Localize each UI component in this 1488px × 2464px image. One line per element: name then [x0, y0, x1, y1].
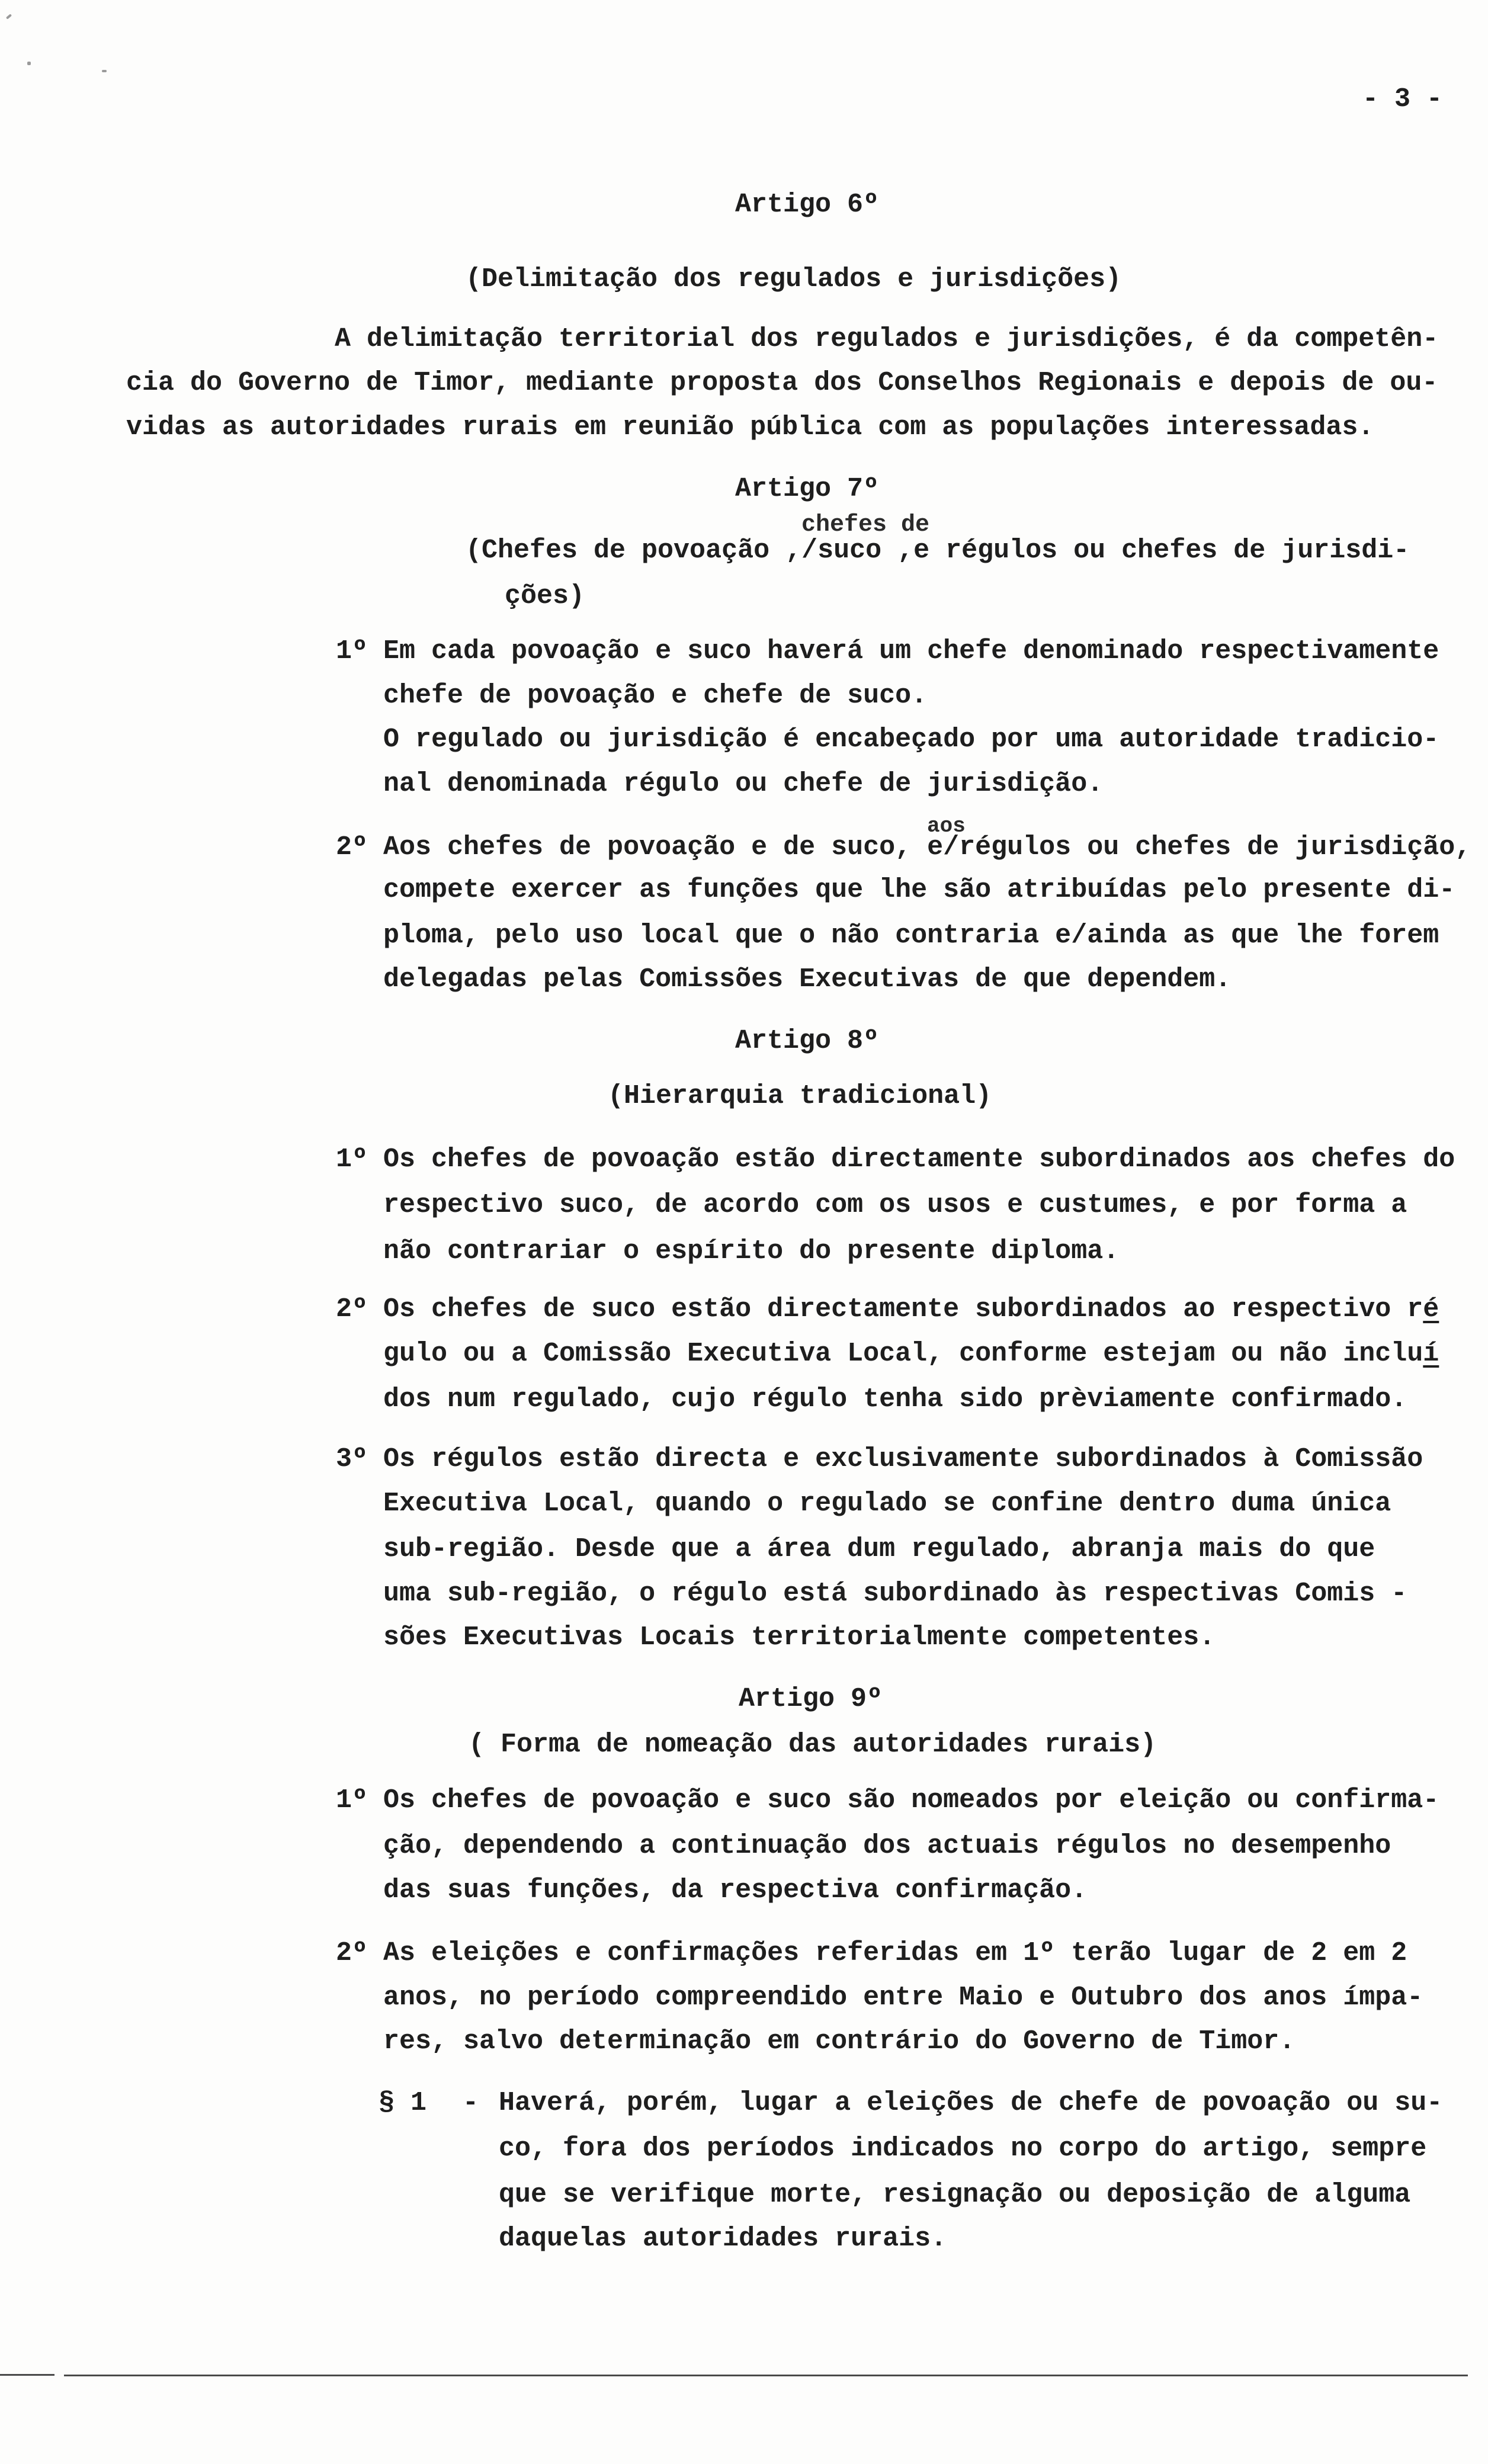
line-end-underline: í	[1423, 1339, 1439, 1369]
article-heading: Artigo 6º	[735, 190, 880, 220]
item-number: 1º	[336, 1144, 368, 1175]
section-line: que se verifique morte, resignação ou deposição de alguma	[499, 2180, 1411, 2210]
item-line: respectivo suco, de acordo com os usos e custumes, e por forma a	[383, 1190, 1407, 1220]
item-line: compete exercer as funções que lhe são atribuídas pelo presente di-	[383, 875, 1455, 905]
page-bottom-rule	[64, 2375, 1468, 2376]
item-line: anos, no período compreendido entre Maio e Outubro dos anos ímpa-	[383, 1982, 1423, 2013]
item-line: ção, dependendo a continuação dos actuais régulos no desempenho	[383, 1831, 1391, 1861]
scan-speck	[27, 62, 31, 65]
page-number: - 3 -	[1362, 84, 1443, 114]
item-line: Aos chefes de povoação e de suco, e/régulos ou chefes de jurisdição,	[383, 832, 1471, 862]
item-line: uma sub-região, o régulo está subordinado às respectivas Comis -	[383, 1578, 1407, 1609]
item-line: Os chefes de suco estão directamente subordinados ao respectivo ré	[383, 1294, 1439, 1324]
item-number: 2º	[336, 1294, 368, 1324]
item-number: 1º	[336, 636, 368, 666]
item-line: As eleições e confirmações referidas em 1º terão lugar de 2 em 2	[383, 1938, 1407, 1968]
section-line: Haverá, porém, lugar a eleições de chefe de povoação ou su-	[499, 2088, 1443, 2118]
item-line: chefe de povoação e chefe de suco.	[383, 681, 928, 711]
handwritten-insertion: aos	[927, 814, 966, 838]
item-line: sub-região. Desde que a área dum regulado, abranja mais do que	[383, 1534, 1375, 1564]
line-end-underline: é	[1423, 1294, 1439, 1324]
item-line: Os chefes de povoação estão directamente subordinados aos chefes do	[383, 1144, 1455, 1175]
item-line: Os chefes de povoação e suco são nomeados por eleição ou confirma-	[383, 1785, 1439, 1815]
item-line: não contrariar o espírito do presente diploma.	[383, 1236, 1120, 1266]
item-line: das suas funções, da respectiva confirmação.	[383, 1875, 1088, 1905]
item-line: Os régulos estão directa e exclusivamente subordinados à Comissão	[383, 1444, 1423, 1474]
section-line: daquelas autoridades rurais.	[499, 2224, 947, 2254]
item-line: gulo ou a Comissão Executiva Local, conforme estejam ou não incluí	[383, 1339, 1439, 1369]
item-number: 2º	[336, 1938, 368, 1968]
scan-speck	[102, 70, 107, 72]
item-line: delegadas pelas Comissões Executivas de que dependem.	[383, 964, 1232, 994]
item-number: 1º	[336, 1785, 368, 1815]
handwritten-insertion: chefes de	[801, 512, 930, 538]
article-heading: Artigo 9º	[739, 1684, 883, 1714]
scan-speck	[6, 14, 12, 19]
article-subtitle: ( Forma de nomeação das autoridades rurais)	[469, 1730, 1157, 1760]
article-heading: Artigo 8º	[735, 1026, 880, 1056]
article-subtitle: (Hierarquia tradicional)	[608, 1081, 992, 1111]
article-heading: Artigo 7º	[735, 474, 880, 504]
section-line: co, fora dos períodos indicados no corpo do artigo, sempre	[499, 2133, 1427, 2164]
item-number: 3º	[336, 1444, 368, 1474]
article-subtitle: (Delimitação dos regulados e jurisdições)	[466, 264, 1122, 294]
item-line: dos num regulado, cujo régulo tenha sido prèviamente confirmado.	[383, 1384, 1407, 1414]
item-line: O regulado ou jurisdição é encabeçado por uma autoridade tradicio-	[383, 724, 1439, 755]
section-dash: -	[463, 2088, 479, 2118]
item-line: Em cada povoação e suco haverá um chefe denominado respectivamente	[383, 636, 1439, 666]
paragraph-line: cia do Governo de Timor, mediante proposta dos Conselhos Regionais e depois de ou-	[126, 368, 1438, 398]
item-line: res, salvo determinação em contrário do Governo de Timor.	[383, 2026, 1295, 2056]
paragraph-line: vidas as autoridades rurais em reunião pública com as populações interessadas.	[126, 412, 1374, 442]
item-line: ploma, pelo uso local que o não contraria e/ainda as que lhe forem	[383, 920, 1439, 951]
section-mark: § 1	[379, 2088, 427, 2118]
paragraph-line: A delimitação territorial dos regulados e jurisdições, é da competên-	[335, 324, 1439, 354]
page-bottom-rule	[0, 2374, 54, 2376]
item-number: 2º	[336, 832, 368, 862]
article-subtitle: ções)	[505, 581, 585, 611]
article-subtitle: (Chefes de povoação ,/suco ,e régulos ou chefes de jurisdi-	[466, 535, 1410, 566]
item-line: Executiva Local, quando o regulado se confine dentro duma única	[383, 1488, 1391, 1519]
item-line: sões Executivas Locais territorialmente competentes.	[383, 1622, 1216, 1653]
item-line: nal denominada régulo ou chefe de jurisdição.	[383, 769, 1104, 799]
